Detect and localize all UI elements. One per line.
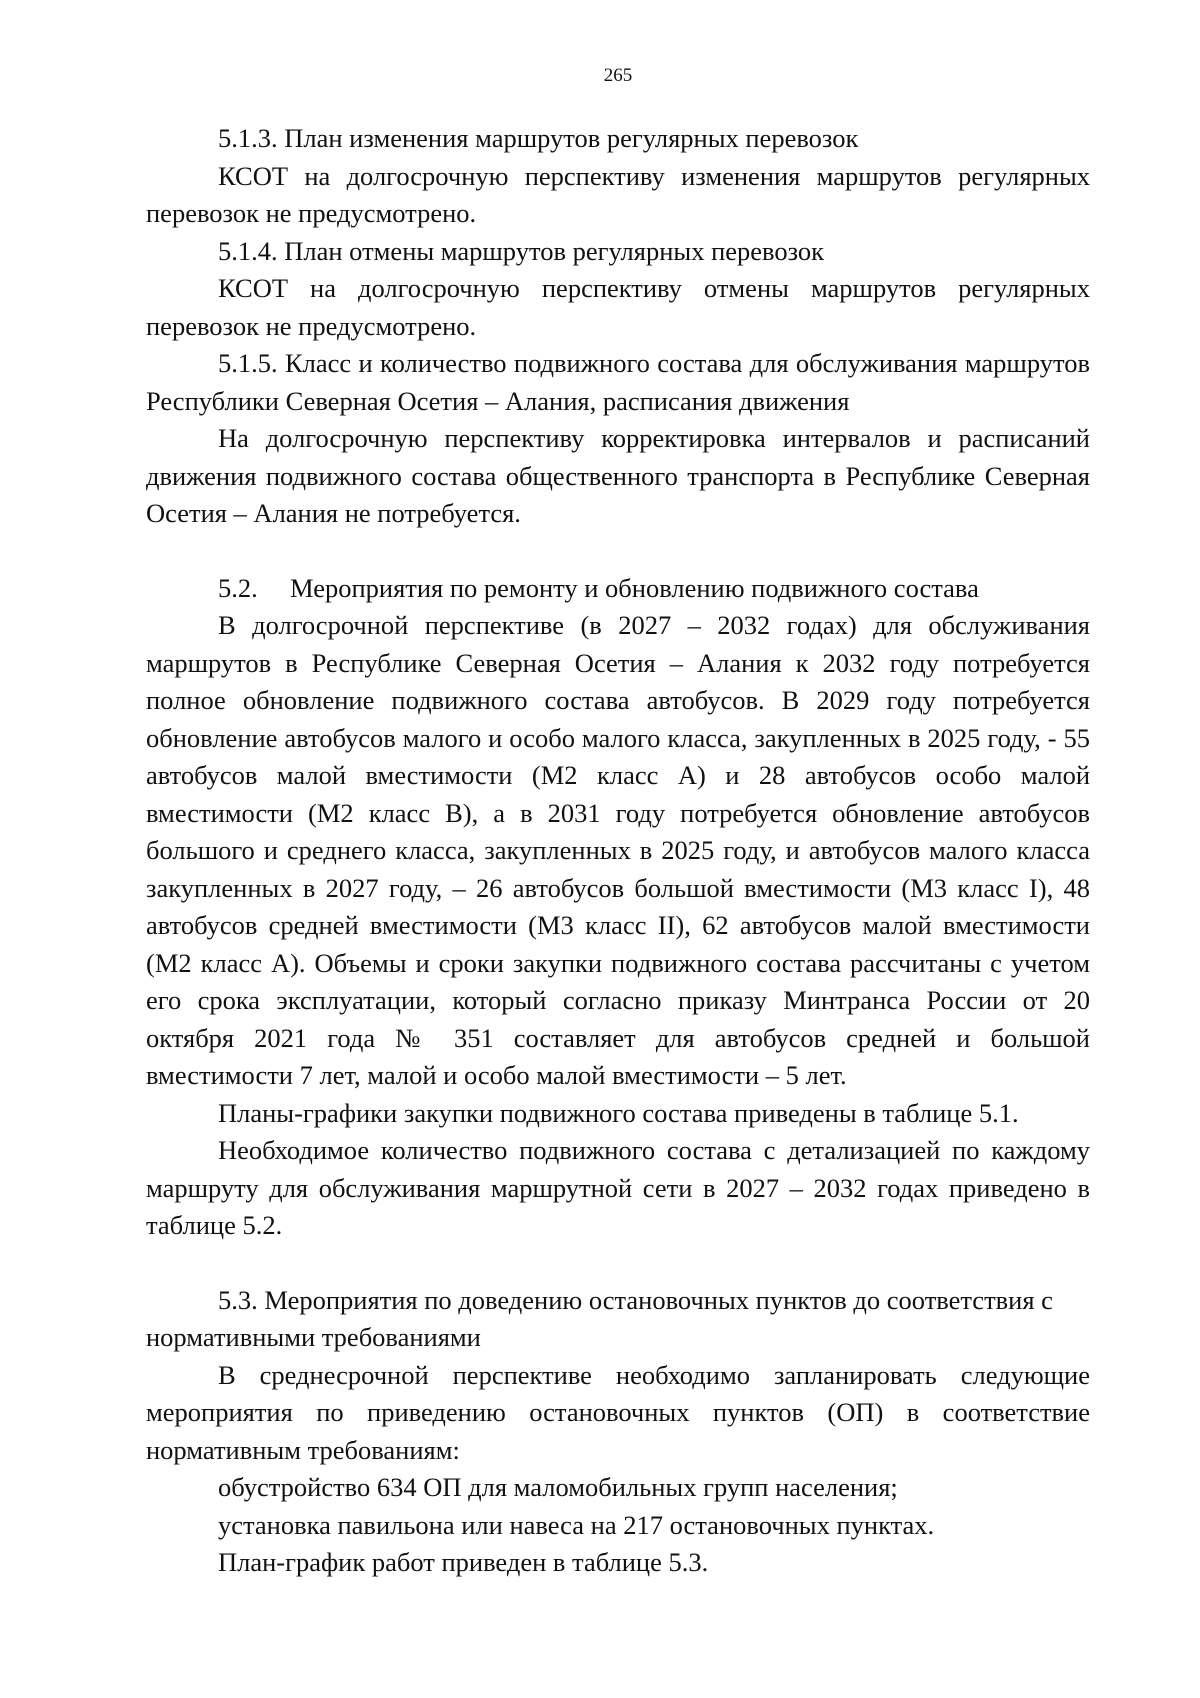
list-item: установка павильона или навеса на 217 остановочных пунктах. xyxy=(218,1509,935,1540)
paragraph-5-1-5: На долгосрочную перспективу корректировка интервалов и расписаний движения подвижного состава общественного транспорта в Республике Северная Осетия – Алания не потребуется. xyxy=(146,423,1090,528)
section-gap xyxy=(146,533,1090,570)
heading-5-1-5: 5.1.5. Класс и количество подвижного состава для обслуживания маршрутов Республики Северная Осетия – Алания, расписания движения xyxy=(146,348,1090,416)
heading-5-1-3: 5.1.3. План изменения маршрутов регулярных перевозок xyxy=(218,123,859,153)
heading-5-2 xyxy=(146,570,1090,608)
paragraph-5-1-4: КСОТ на долгосрочную перспективу отмены маршрутов регулярных перевозок не предусмотрено. xyxy=(146,273,1090,341)
paragraph-5-3: В среднесрочной перспективе необходимо запланировать следующие мероприятия по приведению остановочных пунктов (ОП) в соответствие нормативным требованиям: xyxy=(146,1359,1090,1465)
heading-5-2-title: Мероприятия по ремонту и обновлению подвижного состава xyxy=(290,572,979,603)
heading-5-2-number: 5.2. xyxy=(218,572,258,603)
page-number: 265 xyxy=(603,65,633,86)
paragraph-5-2-main: В долгосрочной перспективе (в 2027 – 2032 годах) для обслуживания маршрутов в Республике Северная Осетия – Алания к 2032 году потребуется полное обновление подвижного состава автобусов. В 2029 году потребуется обновление автобусов малого и особо малого класса, закупленных в 2025 году, - 55 автобусов малой вместимости (М2 класс А) и 28 автобусов особо малой вместимости (М2 класс В), а в 2031 году потребуется обновление автобусов большого и среднего класса, закупленных в 2025 году, и автобусов малого класса закупленных в 2027 году, – 26 автобусов большой вместимости (М3 класс I), 48 автобусов средней вместимости (М3 класс II), 62 автобусов малой вместимости (М2 класс А). Объемы и сроки закупки подвижного состава рассчитаны с учетом его срока эксплуатации, который согласно приказу Минтранса России от 20 октября 2021 года № 351 составляет для автобусов средней и большой вместимости 7 лет, малой и особо малой вместимости – 5 лет. xyxy=(146,610,1090,1090)
list-item: обустройство 634 ОП для маломобильных групп населения; xyxy=(218,1472,898,1502)
paragraph-5-1-3: КСОТ на долгосрочную перспективу изменения маршрутов регулярных перевозок не предусмотрено. xyxy=(146,160,1090,228)
paragraph-5-2-table-5-2: Необходимое количество подвижного состава с детализацией по каждому маршруту для обслуживания маршрутной сети в 2027 – 2032 годах приведено в таблице 5.2. xyxy=(146,1135,1090,1240)
paragraph-5-2-table-5-1: Планы-графики закупки подвижного состава приведены в таблице 5.1. xyxy=(218,1097,1019,1128)
heading-5-3: 5.3. Мероприятия по доведению остановочных пунктов до соответствия с нормативными требованиями xyxy=(146,1284,1053,1352)
paragraph-5-3-table-5-3: План-график работ приведен в таблице 5.3. xyxy=(218,1547,709,1577)
heading-5-1-4: 5.1.4. План отмены маршрутов регулярных перевозок xyxy=(218,235,825,266)
section-gap xyxy=(146,1245,1090,1282)
